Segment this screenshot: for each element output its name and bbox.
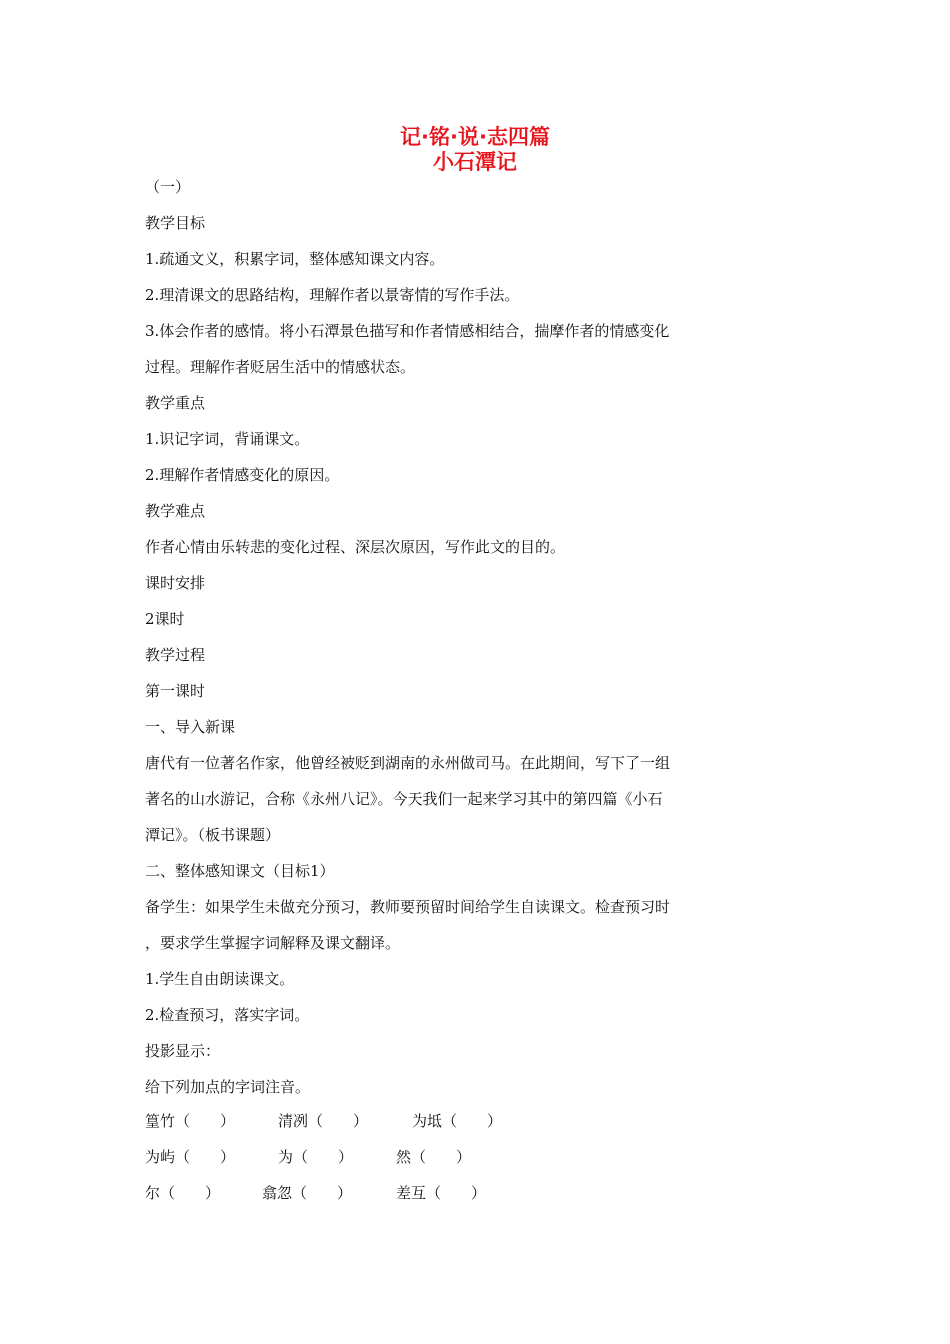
heading-difficulties: 教学难点 xyxy=(145,502,206,520)
heading-teaching-goals: 教学目标 xyxy=(145,214,206,232)
heading-first-lesson: 第一课时 xyxy=(145,682,206,700)
heading-overall-perception: 二、整体感知课文（目标1） xyxy=(145,862,335,880)
heading-introduction: 一、导入新课 xyxy=(145,718,236,736)
intro-paragraph-line-2: 著名的山水游记，合称《永州八记》。今天我们一起来学习其中的第四篇《小石 xyxy=(145,790,663,808)
section-number: （一） xyxy=(145,178,191,196)
prep-paragraph-line-1: 备学生：如果学生未做充分预习，教师要预留时间给学生自读课文。检查预习时 xyxy=(145,898,671,916)
exercise-item: 尔（ ） xyxy=(145,1184,221,1202)
exercise-item: 翕忽（ ） xyxy=(262,1184,353,1202)
difficulty-text: 作者心情由乐转悲的变化过程、深层次原因，写作此文的目的。 xyxy=(145,538,566,556)
step-2: 2.检查预习，落实字词。 xyxy=(145,1006,310,1024)
intro-paragraph-line-3: 潭记》。（板书课题） xyxy=(145,826,281,844)
goal-item-1: 1.疏通文义，积累字词，整体感知课文内容。 xyxy=(145,250,445,268)
exercise-instruction: 给下列加点的字词注音。 xyxy=(145,1078,311,1096)
heading-schedule: 课时安排 xyxy=(145,574,206,592)
goal-item-2: 2.理清课文的思路结构，理解作者以景寄情的写作手法。 xyxy=(145,286,520,304)
document-title: 记·铭·说·志四篇 xyxy=(400,125,550,149)
goal-item-3: 3.体会作者的感情。将小石潭景色描写和作者情感相结合，揣摩作者的情感变化 xyxy=(145,322,670,340)
exercise-item: 然（ ） xyxy=(396,1148,472,1166)
key-point-1: 1.识记字词，背诵课文。 xyxy=(145,430,310,448)
exercise-item: 为（ ） xyxy=(278,1148,354,1166)
exercise-item: 篁竹（ ） xyxy=(145,1112,236,1130)
projection-label: 投影显示： xyxy=(145,1042,221,1060)
exercise-item: 差互（ ） xyxy=(396,1184,487,1202)
intro-paragraph-line-1: 唐代有一位著名作家，他曾经被贬到湖南的永州做司马。在此期间，写下了一组 xyxy=(145,754,671,772)
prep-paragraph-line-2: ，要求学生掌握字词解释及课文翻译。 xyxy=(145,934,401,952)
document-subtitle: 小石潭记 xyxy=(433,150,517,174)
exercise-item: 为屿（ ） xyxy=(145,1148,236,1166)
exercise-item: 清冽（ ） xyxy=(278,1112,369,1130)
exercise-item: 为坻（ ） xyxy=(412,1112,503,1130)
step-1: 1.学生自由朗读课文。 xyxy=(145,970,295,988)
goal-item-3-cont: 过程。理解作者贬居生活中的情感状态。 xyxy=(145,358,416,376)
schedule-text: 2课时 xyxy=(145,610,185,628)
heading-process: 教学过程 xyxy=(145,646,206,664)
key-point-2: 2.理解作者情感变化的原因。 xyxy=(145,466,340,484)
heading-key-points: 教学重点 xyxy=(145,394,206,412)
